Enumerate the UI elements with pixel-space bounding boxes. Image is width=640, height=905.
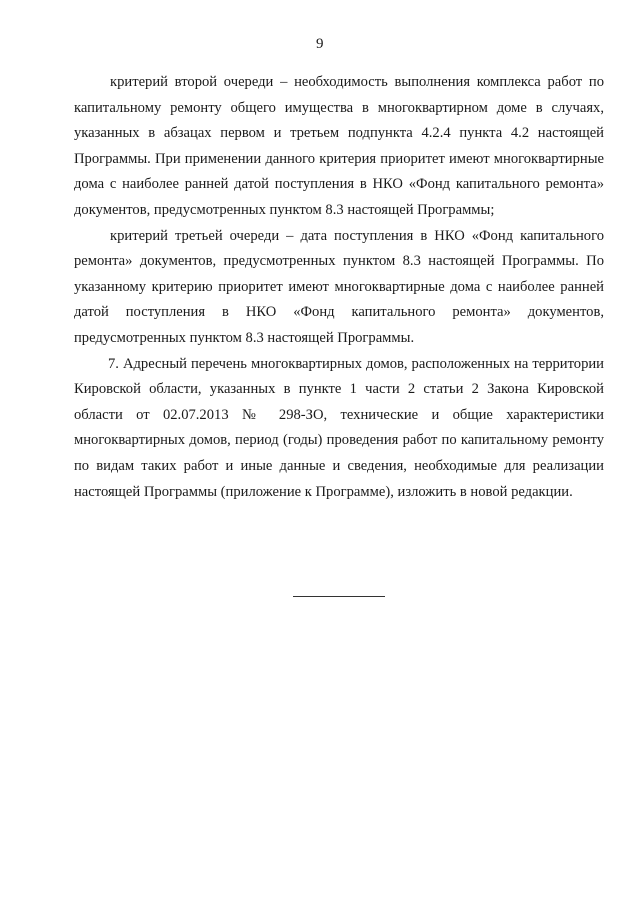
end-of-text-divider — [293, 596, 385, 597]
paragraph-third-priority-criterion: критерий третьей очереди – дата поступления в НКО «Фонд капитального ремонта» документов, предусмотренных пунктом 8.3 настоящей Программы. По указанному критерию приоритет имеют многоквартирные дома с наиболее ранней датой поступления в НКО «Фонд капитального ремонта» документов, предусмотренных пунктом 8.3 настоящей Программы. — [74, 227, 604, 346]
paragraph-item-7: 7. Адресный перечень многоквартирных домов, расположенных на территории Кировской области, указанных в пункте 1 части 2 статьи 2 Закона Кировской области от 02.07.2013 № 298-ЗО, технические и общие характеристики многоквартирных домов, период (годы) проведения работ по капитальному ремонту по видам таких работ и иные данные и сведения, необходимые для реализации настоящей Программы (приложение к Программе), изложить в новой редакции. — [74, 355, 604, 500]
document-body — [74, 70, 604, 505]
page-number: 9 — [316, 36, 324, 52]
paragraph-second-priority-criterion: критерий второй очереди – необходимость выполнения комплекса работ по капитальному ремонту общего имущества в многоквартирном доме в случаях, указанных в абзацах первом и третьем подпункта 4.2.4 пункта 4.2 настоящей Программы. При применении данного критерия приоритет имеют многоквартирные дома с наиболее ранней датой поступления в НКО «Фонд капитального ремонта» документов, предусмотренных пунктом 8.3 настоящей Программы; — [74, 74, 604, 218]
